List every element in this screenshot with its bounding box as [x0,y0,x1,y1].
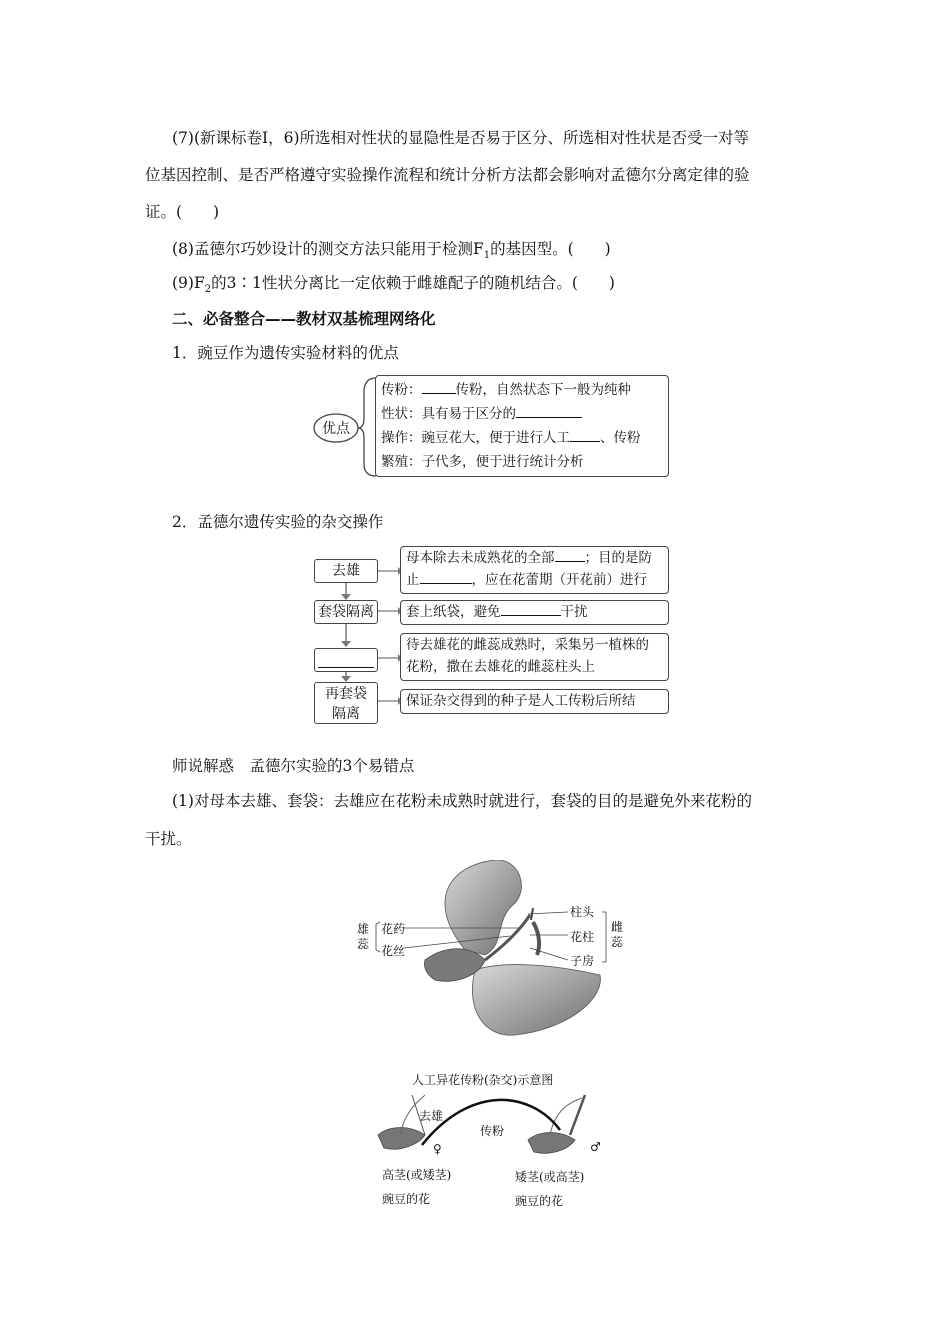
item-1-title: 1．豌豆作为遗传实验材料的优点 [172,344,399,362]
label-pistil: 雌蕊 [611,920,624,949]
advantage-traits: 性状：具有易于区分的 [381,402,663,426]
teacher-note-title: 师说解惑 孟德尔实验的3个易错点 [172,757,415,775]
step-rebagging-l1: 再套袋 [325,686,367,702]
question-7-line3: 证。( ) [145,203,220,221]
desc-pollination-l1: 待去雄花的雌蕊成熟时，采集另一植株的 [406,637,649,653]
advantages-box [375,375,669,477]
label-ovary: 子房 [570,954,595,968]
advantage-reproduction: 繁殖：子代多，便于进行统计分析 [381,454,584,470]
label-anther: 花药 [381,922,406,936]
question-8 [172,238,611,267]
section-2-title: 二、必备整合——教材双基梳理网络化 [172,310,436,328]
left-flower-l2: 豌豆的花 [382,1192,431,1206]
step-rebagging [314,682,378,724]
step-emasculation: 去雄 [314,559,378,583]
desc-pollination-l2: 花粉，撒在去雄花的雌蕊柱头上 [406,659,595,675]
q9-sub: 2 [204,284,212,296]
label-style: 花柱 [570,930,595,944]
item-2-title: 2．孟德尔遗传实验的杂交操作 [172,513,384,531]
left-flower-l1: 高茎(或矮茎) [382,1168,452,1182]
q9-text-b: 的3∶1性状分离比一定依赖于雌雄配子的随机结合。( ) [211,274,615,292]
point-1-line1: (1)对母本去雄、套袋：去雄应在花粉未成熟时就进行，套袋的目的是避免外来花粉的 [172,792,752,810]
desc-rebagging: 保证杂交得到的种子是人工传粉后所结 [400,689,669,714]
right-flower-l2: 豌豆的花 [515,1194,564,1208]
label-stamen: 雄蕊 [357,922,370,951]
advantage-pollination: 传粉： 传粉，自然状态下一般为纯种 [381,378,663,402]
female-symbol: ♀ [433,1142,442,1156]
right-flower-l1: 矮茎(或高茎) [515,1170,585,1184]
advantage-operation: 操作：豌豆花大，便于进行人工 、传粉 [381,426,663,450]
label-stigma: 柱头 [570,905,595,919]
q8-text-a: (8)孟德尔巧妙设计的测交方法只能用于检测F [172,240,484,258]
point-1-line2: 干扰。 [145,830,192,848]
flower-label-lines [370,900,610,970]
desc-emasculation: 母本除去未成熟花的全部 ；目的是防 止 ，应在花蕾期（开花前）进行 [400,546,669,594]
advantages-center-label: 优点 [322,421,350,437]
label-emasculate: 去雄 [419,1109,444,1123]
flow-arrows [336,583,356,683]
label-pollinate: 传粉 [480,1124,505,1138]
step-bagging: 套袋隔离 [314,600,378,624]
label-filament: 花丝 [381,944,406,958]
q8-sub: 1 [483,250,491,262]
male-symbol: ♂ [590,1140,601,1154]
question-9 [172,272,615,301]
desc-pollination [400,633,669,681]
pollination-caption: 人工异花传粉(杂交)示意图 [412,1073,554,1087]
question-7-line1: (7)(新课标卷Ⅰ，6)所选相对性状的显隐性是否易于区分、所选相对性状是否受一对等 [172,129,750,147]
q9-text-a: (9)F [172,274,205,292]
step-rebagging-l2: 隔离 [332,706,360,722]
flow-connectors [378,550,402,710]
q8-text-b: 的基因型。( ) [490,240,611,258]
question-7-line2: 位基因控制、是否严格遵守实验操作流程和统计分析方法都会影响对孟德尔分离定律的验 [145,166,750,184]
desc-bagging: 套上纸袋，避免 干扰 [400,600,669,625]
